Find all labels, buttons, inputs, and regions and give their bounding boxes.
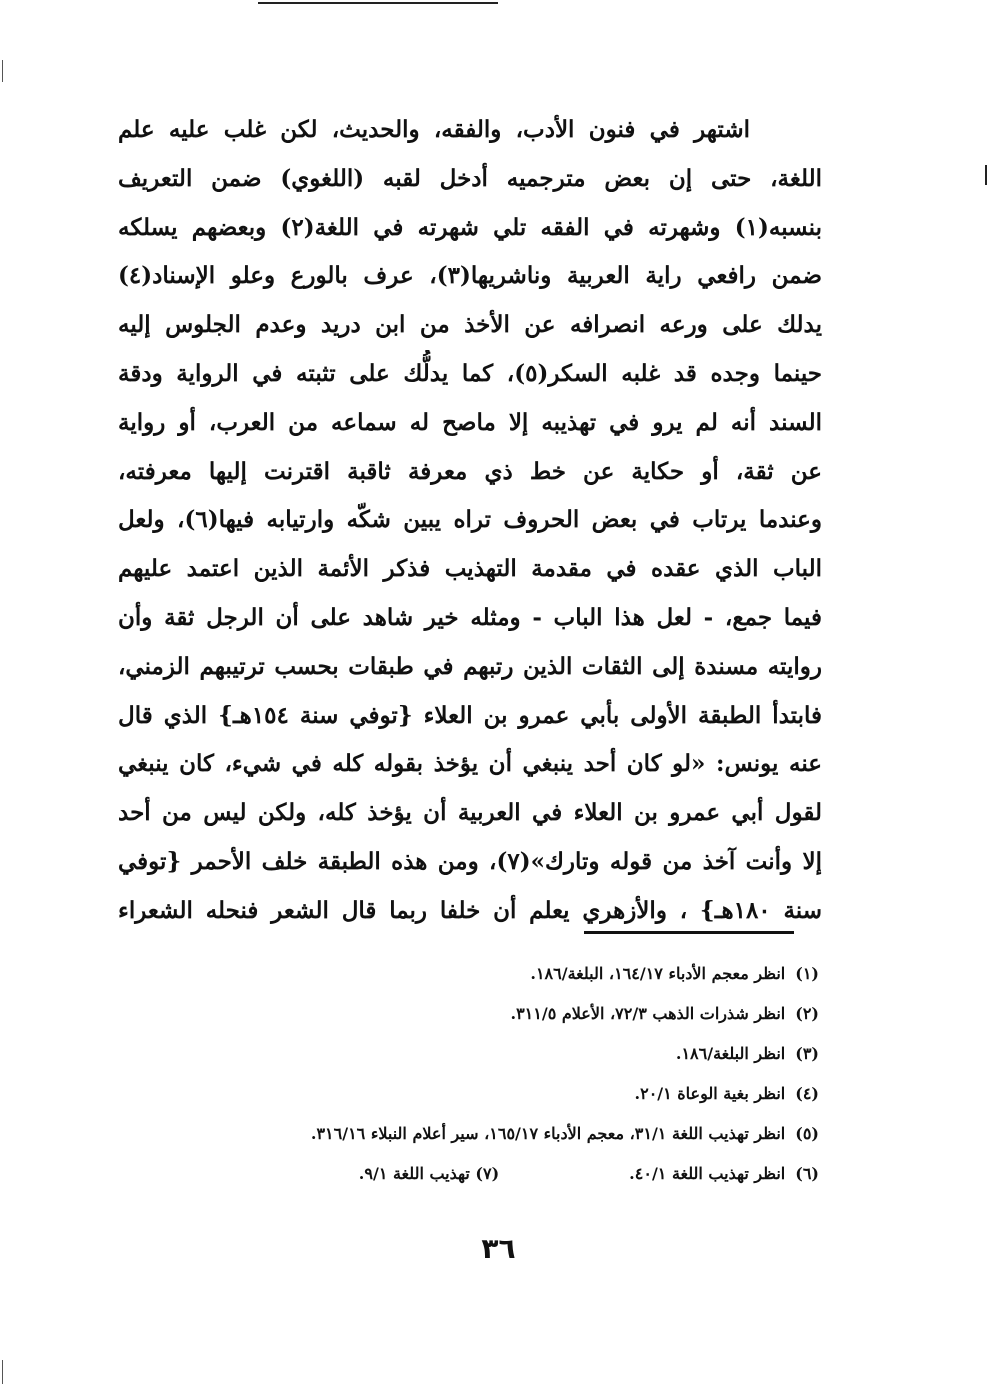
footnote-number: (٣): [795, 1044, 819, 1063]
footnote: [119, 1114, 819, 1154]
text-line: اللغة، حتى إن بعض مترجميه أدخل لقبه (اللغوي) ضمن التعريف: [118, 164, 822, 192]
footnote-number: (٦): [795, 1164, 819, 1183]
footnote: [119, 1154, 819, 1194]
footnote-text: انظر تهذيب اللغة ٤٠/١.: [629, 1164, 786, 1183]
footnote-separator: [584, 931, 794, 934]
footnote: [119, 954, 819, 994]
text-line: الباب الذي عقده في مقدمة التهذيب فذكر الأئمة الذين اعتمد عليهم: [118, 555, 822, 583]
right-edge-mark: [985, 165, 987, 185]
top-border-line: [258, 2, 498, 4]
text-line: عن ثقة، أو حكاية عن خط ذي معرفة ثاقبة اقترنت إليها معرفته،: [118, 457, 822, 485]
text-line: حينما وجده قد غلبه السكر(٥)، كما يدلُّك على تثبته في الرواية ودقة: [118, 359, 822, 387]
text-line: بنسبه(١) وشهرته في الفقه تلي شهرته في اللغة(٢) وبعضهم يسلكه: [118, 213, 822, 241]
text-line: ضمن رافعي راية العربية وناشريها(٣)، عرف بالورع وعلو الإسناد(٤): [118, 262, 822, 290]
footnotes: [119, 954, 819, 1194]
left-edge-mark: [2, 60, 3, 82]
text-line: لقول أبي عمرو بن العلاء في العربية أن يؤخذ كله، ولكن ليس من أحد: [118, 799, 822, 827]
footnote: [119, 994, 819, 1034]
footnote-number: (٥): [795, 1124, 819, 1143]
footnote-text: انظر معجم الأدباء ١٦٤/١٧، البلغة/١٨٦.: [530, 964, 786, 983]
left-edge-mark-bottom: [2, 1360, 3, 1384]
footnote-number: (١): [795, 964, 819, 983]
text-line: فابتدأ الطبقة الأولى بأبي عمرو بن العلاء {توفي سنة ١٥٤هـ} الذي قال: [118, 701, 822, 729]
text-line: يدلك على ورعه انصرافه عن الأخذ من ابن دريد وعدم الجلوس إليه: [118, 311, 822, 339]
footnote-number: (٤): [795, 1084, 819, 1103]
text-line: وعندما يرتاب في بعض الحروف تراه يبين شكّه وارتيابه فيها(٦)، ولعل: [118, 506, 822, 534]
footnote: [119, 1074, 819, 1114]
footnote-text: انظر شذرات الذهب ٧٢/٣، الأعلام ٣١١/٥.: [510, 1004, 786, 1023]
footnote-text: انظر تهذيب اللغة ٣١/١، معجم الأدباء ١٦٥/١٧، سير أعلام النبلاء ٣١٦/١٦.: [310, 1124, 786, 1143]
footnote-number: (٢): [795, 1004, 819, 1023]
text-line: السند أنه لم يرو في تهذيبه إلا ماصح له سماعه من العرب، أو رواية: [118, 408, 822, 436]
footnote-text: انظر البلغة/١٨٦.: [675, 1044, 786, 1063]
text-line: اشتهر في فنون الأدب، والفقه، والحديث، لكن غلب عليه علم: [118, 116, 751, 143]
text-line: روايته مسندة إلى الثقات الذين رتبهم في طبقات بحسب ترتيبهم الزمني،: [118, 652, 822, 680]
footnote-inline-extra: (٧) تهذيب اللغة ٩/١.: [358, 1164, 500, 1183]
text-line: إلا وأنت آخذ من قوله وتارك»(٧)، ومن هذه الطبقة خلف الأحمر {توفي: [118, 847, 822, 875]
page-number: ٣٦: [481, 1232, 516, 1265]
footnote: [119, 1034, 819, 1074]
text-line: سنة ١٨٠هـ} ، والأزهري يعلم أن خلفا ربما قال الشعر فنحله الشعراء: [118, 896, 822, 924]
main-paragraph: [118, 106, 822, 936]
text-line: عنه يونس: «لو كان أحد ينبغي أن يؤخذ بقوله كله في شيء، كان ينبغي: [118, 750, 822, 778]
footnote-text: انظر بغية الوعاة ٢٠/١.: [634, 1084, 786, 1103]
text-line: فيما جمع، - لعل هذا الباب - ومثله خير شاهد على أن الرجل ثقة وأن: [118, 603, 822, 631]
